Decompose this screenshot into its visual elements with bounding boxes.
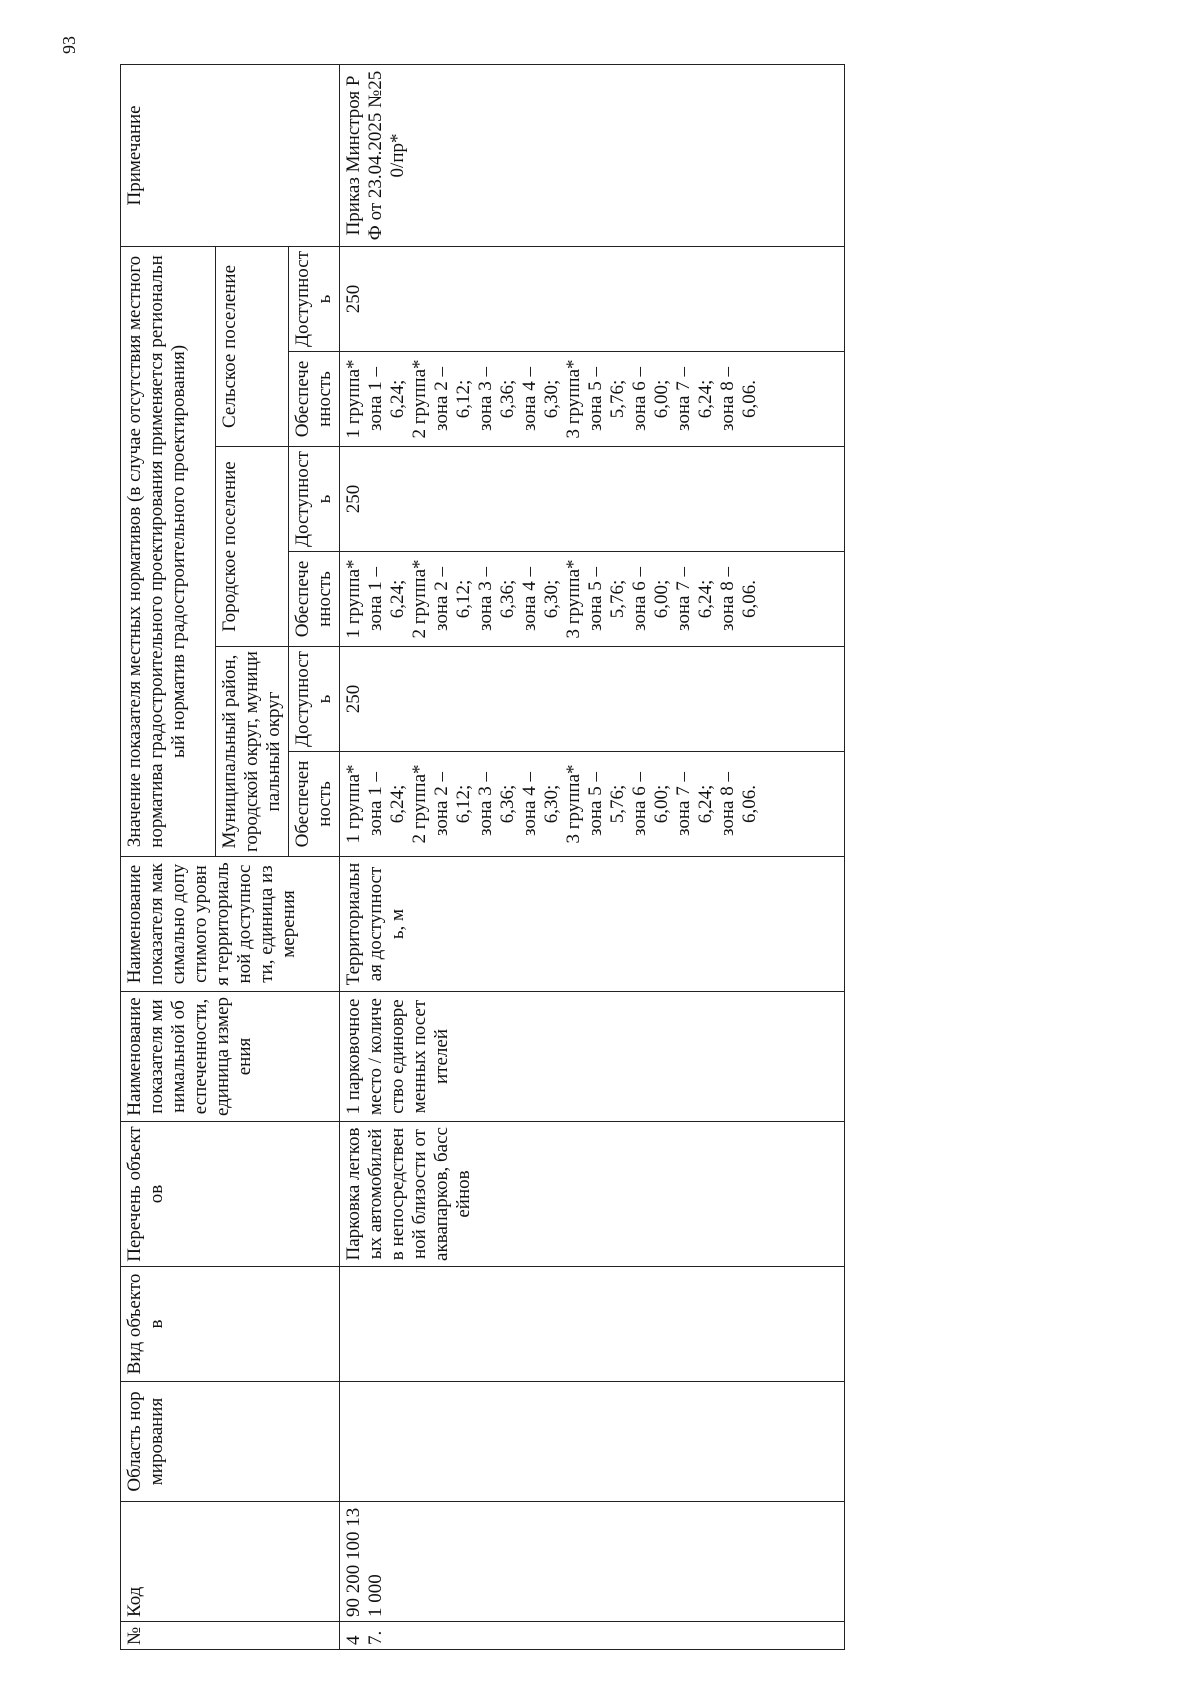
supply-line: зона 8 – [717,772,738,836]
supply-line: зона 5 – [585,772,606,836]
supply-line: 1 группа* [343,359,364,439]
supply-line: зона 4 – [519,367,540,431]
row-mun-access: 250 [340,647,845,752]
supply-line: 5,76; [607,579,628,619]
supply-line: 6,36; [497,784,518,824]
row-rural-access: 250 [340,246,845,351]
header-code: Код [121,1502,340,1622]
supply-line: зона 7 – [673,567,694,631]
supply-line: зона 6 – [629,567,650,631]
header-kind: Вид объектов [121,1267,340,1382]
row-kind [340,1267,845,1382]
page-number: 93 [59,36,79,54]
supply-line: 6,24; [695,784,716,824]
supply-line: зона 5 – [585,567,606,631]
row-city-access: 250 [340,447,845,552]
header-mun: Муниципальный район, городской округ, муниципальный округ [216,647,289,857]
supply-line: 2 группа* [409,559,430,639]
header-list: Перечень объектов [121,1122,340,1267]
supply-line: зона 8 – [717,567,738,631]
row-city-supply [340,552,845,647]
row-note: Приказ Минстроя РФ от 23.04.2025 №250/пр* [340,64,845,246]
supply-line: 6,36; [497,579,518,619]
supply-line: 2 группа* [409,359,430,439]
row-num: 47. [340,1622,845,1650]
supply-line: 6,00; [651,579,672,619]
supply-line: зона 3 – [475,567,496,631]
row-code: 90 200 100 131 000 [340,1502,845,1622]
supply-line: 6,12; [453,579,474,619]
header-city-supply: Обеспеченность [289,552,340,647]
supply-line: 6,24; [387,579,408,619]
supply-line: 6,00; [651,379,672,419]
supply-line: 6,30; [541,784,562,824]
header-mun-supply: Обеспеченность [289,752,340,857]
supply-line: 6,06. [739,580,760,618]
row-min-value: 1 парковочное место / количество единовременных посетителей [340,992,845,1122]
supply-line: 6,06. [739,785,760,823]
header-max-name: Наименование показателя максимально допустимого уровня территориальной доступности, единица измерения [121,857,340,992]
supply-line: зона 6 – [629,367,650,431]
supply-line: 6,24; [695,579,716,619]
header-rural-access: Доступность [289,246,340,351]
supply-line: 5,76; [607,784,628,824]
supply-line: зона 2 – [431,367,452,431]
header-values-group: Значение показателя местных нормативов (в случае отсутствия местного норматива градостроительного проектирования применяется региональный норматив градостроительного проектирования) [121,246,216,856]
supply-line: зона 3 – [475,367,496,431]
rotated-table-container [59,36,850,1650]
supply-line: 5,76; [607,379,628,419]
header-city-access: Доступность [289,447,340,552]
row-max-value: Территориальная доступность, м [340,857,845,992]
header-city: Городское поселение [216,447,289,647]
supply-line: 2 группа* [409,764,430,844]
row-list: Парковка легковых автомобилей в непосредственной близости от аквапарков, бассейнов [340,1122,845,1267]
supply-line: 6,30; [541,579,562,619]
supply-line: 6,00; [651,784,672,824]
header-min-name: Наименование показателя минимальной обеспеченности, единица измерения [121,992,340,1122]
header-note: Примечание [121,64,340,246]
header-rural: Сельское поселение [216,246,289,446]
supply-line: 1 группа* [343,559,364,639]
supply-line: зона 6 – [629,772,650,836]
header-mun-access: Доступность [289,647,340,752]
supply-line: 6,24; [387,784,408,824]
supply-line: 6,06. [739,380,760,418]
supply-line: зона 4 – [519,567,540,631]
table-row [340,64,845,1649]
header-num: № [121,1622,340,1650]
header-rural-supply: Обеспеченность [289,352,340,447]
row-rural-supply [340,352,845,447]
norms-table [120,64,845,1650]
supply-line: зона 5 – [585,367,606,431]
supply-line: 6,24; [387,379,408,419]
row-mun-supply [340,752,845,857]
supply-line: 6,12; [453,784,474,824]
supply-line: 6,36; [497,379,518,419]
supply-line: 6,30; [541,379,562,419]
supply-line: зона 2 – [431,772,452,836]
supply-line: зона 1 – [365,567,386,631]
supply-line: 3 группа* [563,359,584,439]
row-area [340,1382,845,1502]
supply-line: 3 группа* [563,559,584,639]
supply-line: 6,12; [453,379,474,419]
supply-line: зона 8 – [717,367,738,431]
supply-line: зона 3 – [475,772,496,836]
supply-line: 1 группа* [343,764,364,844]
supply-line: зона 4 – [519,772,540,836]
supply-line: зона 7 – [673,772,694,836]
supply-line: зона 2 – [431,567,452,631]
supply-line: зона 1 – [365,367,386,431]
supply-line: 6,24; [695,379,716,419]
header-area: Область нормирования [121,1382,340,1502]
supply-line: 3 группа* [563,764,584,844]
supply-line: зона 1 – [365,772,386,836]
supply-line: зона 7 – [673,367,694,431]
